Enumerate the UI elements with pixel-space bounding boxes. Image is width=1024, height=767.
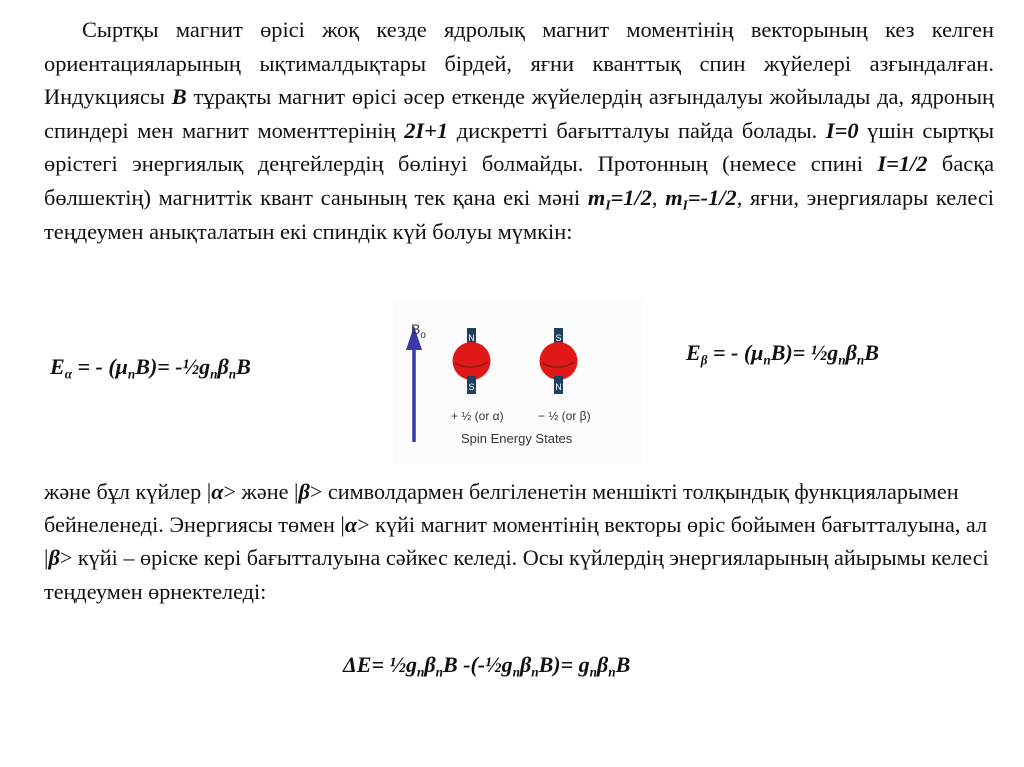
m-base: m [665,184,683,210]
m-value: =1/2 [610,184,652,210]
state-alpha-label: + ½ (or α) [451,409,504,423]
eq-subscript: n [589,664,597,680]
eq-subscript: n [417,664,425,680]
m-value: =-1/2 [687,184,737,210]
eq-part: β [845,340,857,365]
symbol-b: B [171,84,187,110]
symbol-m-minus [665,184,737,213]
spin-energy-states-figure [393,300,643,464]
text-run: дискретті бағытталуы пайда болады. [448,117,826,143]
eq-symbol: E [686,340,701,365]
eq-part: B [615,652,631,677]
equation-e-alpha [50,354,251,380]
text-run: > күйі – өріске кері бағытталуына сәйкес келеді. Осы күйлердің энергияларының айырымы келесі теңдеумен өрнектеледі: [44,545,989,604]
figure-caption: Spin Energy States [461,431,573,446]
pole-n-label: N [555,382,562,392]
eq-part: B [864,340,879,365]
eq-subscript: n [512,664,520,680]
text-run: басқа бөлшектің) магниттік квант санының тек қана екі мәні [44,151,995,210]
eq-subscript: n [210,366,218,382]
separator: , [651,184,666,210]
equation-e-beta [686,340,879,366]
symbol-beta: β [298,479,310,504]
spin-up-particle [453,328,491,394]
symbol-i-zero: I=0 [825,117,859,143]
symbol-alpha: α [211,479,224,504]
b0-label: $B_o$ [411,321,426,341]
red-sphere-icon [540,342,578,380]
eq-part: = - (μ [71,354,128,379]
text-run: үшін сыртқы өрістегі энергиялық деңгейлердің бөлінуі болмайды. Протонның (немесе спині [44,117,994,177]
eq-part: B)= -½g [135,354,211,379]
pole-s-label: S [468,382,475,392]
m-subscript: I [682,197,688,213]
eq-subscript: n [127,366,136,382]
spin-diagram [393,300,643,464]
symbol-i-half: I=1/2 [877,151,928,177]
eq-subscript: β [700,352,708,368]
pole-s-label: S [555,333,562,343]
eq-subscript: α [64,366,72,382]
symbol-m-plus [587,184,652,213]
text-run: > және | [223,479,299,504]
symbol-2i-plus-1: 2I+1 [404,117,449,143]
eq-subscript: n [856,352,865,368]
eq-part: = - (μ [707,340,764,365]
equation-delta-e [343,652,630,678]
eq-subscript: n [763,352,771,368]
symbol-beta: β [48,545,60,571]
text-run: > символдармен белгіленетін меншікті толқындық функцияларымен бейнеленеді. Энергиясы төмен | [44,479,959,538]
spin-down-particle [540,328,578,394]
eq-part: ΔE= ½g [343,652,418,677]
eq-subscript: n [838,352,846,368]
text-run: және бұл күйлер | [44,479,212,504]
text-run: Сыртқы магнит өрісі жоқ кезде ядролық магнит моментінің векторының кез келген ориентацияларының ықтималдықтары бірдей, яғни кванттық спин жүйелері азғындалған. Индукциясы [44,17,994,110]
intro-paragraph [44,13,994,248]
eq-part: B [236,354,251,379]
m-subscript: I [605,197,611,213]
eq-subscript: n [228,366,237,382]
eq-part: B)= ½g [770,340,839,365]
eq-part: B -(-½g [442,652,513,677]
eq-subscript: n [531,664,539,680]
eq-part: β [424,652,436,677]
eq-symbol: E [50,354,65,379]
states-paragraph [44,475,994,608]
m-base: m [587,184,606,210]
eq-part: β [217,354,229,379]
text-run: тұрақты магнит өрісі әсер еткенде жүйелердің азғындалуы жойылады да, ядроның спиндері мен магнит моменттерінің [44,84,994,143]
eq-part: β [597,652,609,677]
eq-part: β [519,652,532,677]
symbol-alpha: α [344,512,358,538]
state-beta-label: − ½ (or β) [538,409,591,423]
text-run: > күйі магнит моментінің векторы өріс бойымен бағытталуына, ал | [44,512,988,571]
pole-n-label: N [468,333,475,343]
text-run: , яғни, энергиялары келесі теңдеумен анықталатын екі спиндік күй болуы мүмкін: [44,184,994,244]
eq-part: B)= g [538,652,590,677]
eq-subscript: n [608,664,616,680]
eq-subscript: n [435,664,443,680]
red-sphere-icon [453,342,491,380]
